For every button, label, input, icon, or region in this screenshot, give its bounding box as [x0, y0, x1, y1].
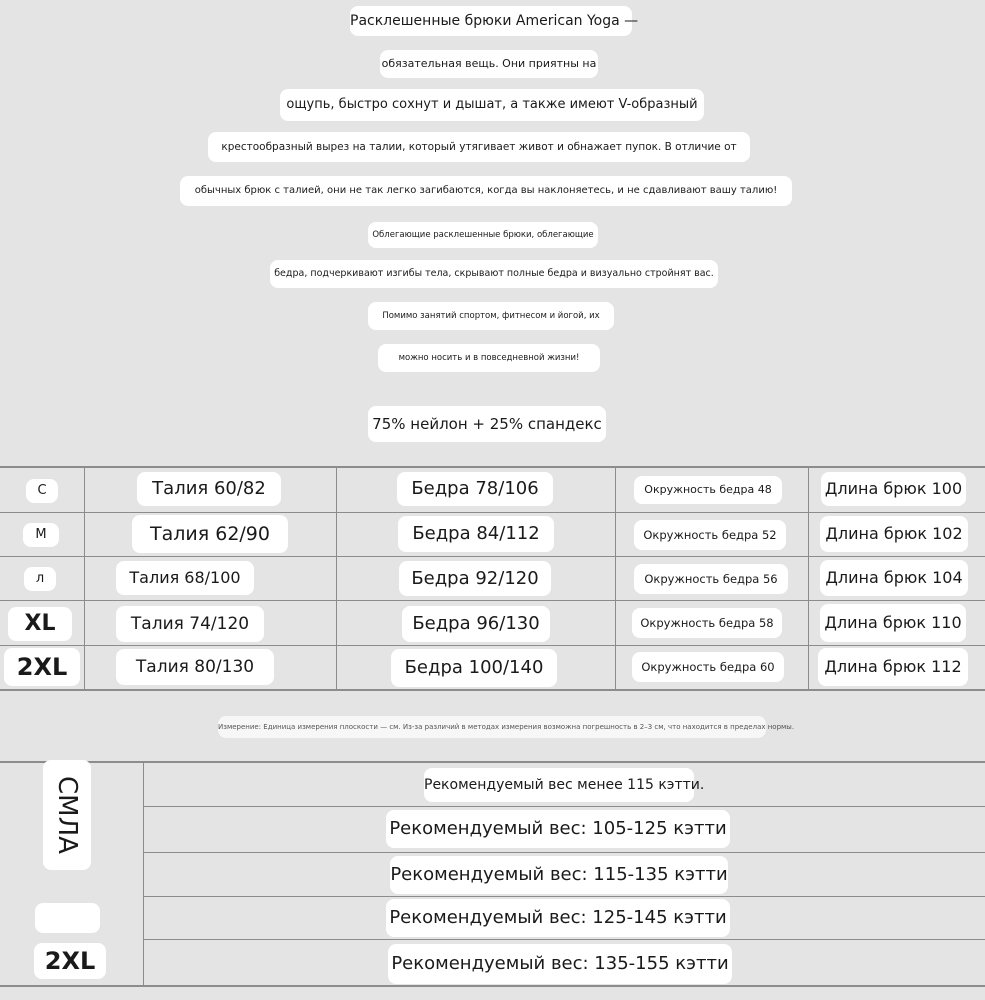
table-border	[0, 985, 985, 987]
size-cell: XL	[8, 607, 72, 641]
description-line: Помимо занятий спортом, фитнесом и йогой, их	[368, 302, 614, 330]
size-label-2xl: 2XL	[34, 943, 106, 979]
description-line: крестообразный вырез на талии, который утягивает живот и обнажает пупок. В отличие от	[208, 132, 750, 162]
waist-cell: Талия 74/120	[116, 606, 264, 642]
table-border	[0, 600, 985, 601]
weight-row: Рекомендуемый вес: 135-155 кэтти	[388, 944, 732, 984]
size-cell: М	[23, 523, 59, 547]
waist-cell: Талия 68/100	[116, 561, 254, 595]
thigh-cell: Окружность бедра 60	[632, 652, 784, 682]
length-cell: Длина брюк 110	[820, 604, 966, 642]
table-border	[0, 512, 985, 513]
length-cell: Длина брюк 112	[818, 648, 968, 686]
weight-row: Рекомендуемый вес менее 115 кэтти.	[424, 768, 694, 802]
length-cell: Длина брюк 100	[821, 472, 966, 506]
description-line: Расклешенные брюки American Yoga —	[350, 6, 632, 36]
table-border	[143, 761, 144, 986]
description-line: обычных брюк с талией, они не так легко загибаются, когда вы наклоняетесь, и не сдавливают вашу талию!	[180, 176, 792, 206]
table-border	[0, 466, 985, 468]
hips-cell: Бедра 84/112	[398, 516, 554, 552]
hips-cell: Бедра 78/106	[397, 472, 553, 506]
size-column-label	[43, 760, 91, 870]
description-line: бедра, подчеркивают изгибы тела, скрывают полные бедра и визуально стройнят вас.	[270, 260, 718, 288]
length-cell: Длина брюк 104	[820, 560, 968, 596]
description-line: ощупь, быстро сохнут и дышат, а также имеют V-образный	[280, 89, 704, 121]
hips-cell: Бедра 100/140	[391, 649, 557, 687]
size-cell: 2XL	[4, 648, 80, 686]
table-border	[0, 556, 985, 557]
table-border	[0, 645, 985, 646]
table-border	[143, 806, 985, 807]
hips-cell: Бедра 96/130	[402, 606, 550, 642]
size-cell: л	[24, 567, 56, 591]
waist-cell: Талия 60/82	[137, 472, 281, 506]
size-column-label-text: СМЛА	[52, 776, 82, 854]
waist-cell: Талия 80/130	[116, 649, 274, 685]
blank-label	[35, 903, 100, 933]
thigh-cell: Окружность бедра 58	[632, 608, 782, 638]
table-border	[143, 852, 985, 853]
table-border	[143, 896, 985, 897]
table-border	[0, 689, 985, 691]
waist-cell: Талия 62/90	[132, 515, 288, 553]
table-border	[143, 939, 985, 940]
table-border	[84, 466, 85, 690]
measurement-note: Измерение: Единица измерения плоскости — см. Из-за различий в методах измерения возможна погрешность в 2–3 см, что находится в пределах нормы.	[218, 716, 766, 738]
weight-row: Рекомендуемый вес: 125-145 кэтти	[386, 899, 730, 937]
thigh-cell: Окружность бедра 52	[634, 520, 786, 550]
table-border	[336, 466, 337, 690]
weight-row: Рекомендуемый вес: 115-135 кэтти	[390, 856, 728, 894]
table-border	[615, 466, 616, 690]
description-line: обязательная вещь. Они приятны на	[380, 50, 598, 78]
weight-row: Рекомендуемый вес: 105-125 кэтти	[386, 810, 730, 848]
description-line: можно носить и в повседневной жизни!	[378, 344, 600, 372]
size-cell: С	[26, 479, 58, 503]
hips-cell: Бедра 92/120	[399, 561, 551, 596]
table-border	[808, 466, 809, 690]
length-cell: Длина брюк 102	[820, 516, 968, 552]
material-label: 75% нейлон + 25% спандекс	[368, 406, 606, 442]
table-border	[0, 761, 985, 763]
thigh-cell: Окружность бедра 48	[634, 476, 782, 504]
description-line: Облегающие расклешенные брюки, облегающие	[368, 222, 598, 248]
thigh-cell: Окружность бедра 56	[634, 564, 788, 594]
